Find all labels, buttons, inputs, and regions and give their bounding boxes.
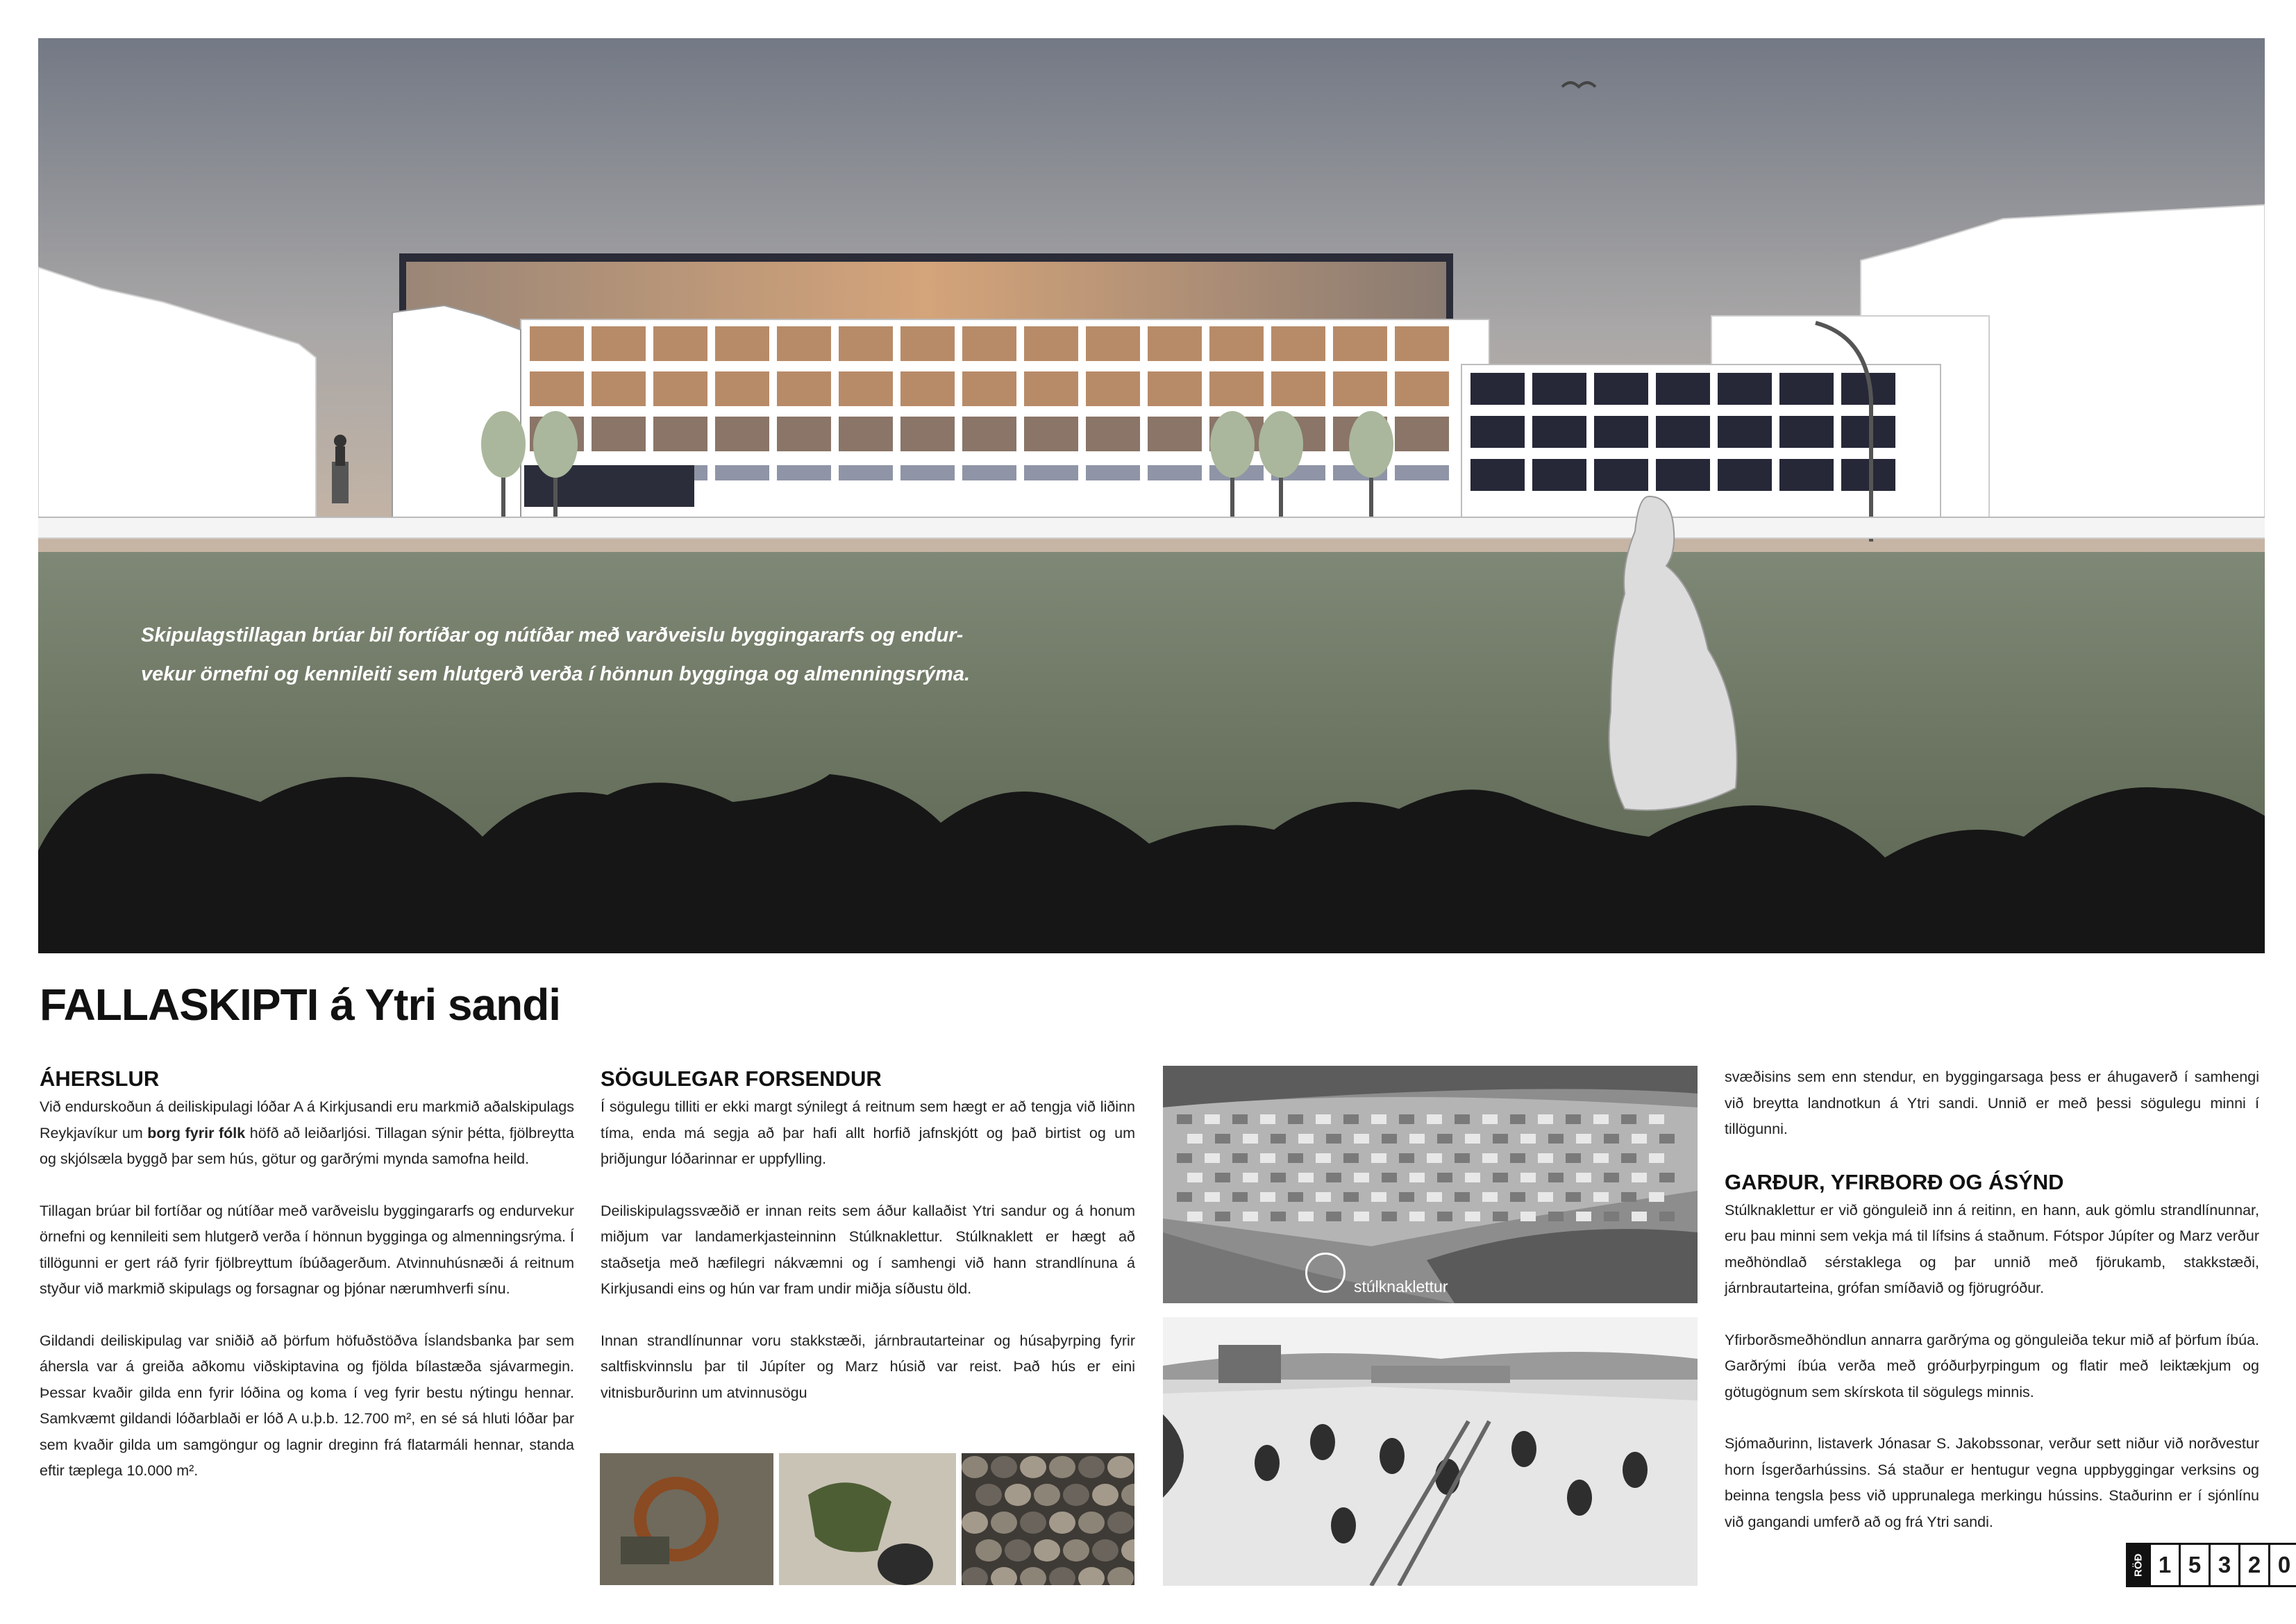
- house: [1243, 1212, 1258, 1221]
- paragraph-sogulegar-1: Í sögulegu tilliti er ekki margt sýnilegt á reitnum sem hægt er að tengja við liðinn tíma, enda má segja að þar hafi allt horfið jafnskjótt og það birtist og um þriðjungur lóðarinnar er uppfylling.: [601, 1098, 1135, 1167]
- paragraph-gardur-1: Stúlknaklettur er við gönguleið inn á reitinn, en hann, auk gömlu strandlínunnar, eru þau minni sem vekja má til lífsins á staðnum. Fótspor Júpíter og Marz verður meðhöndlað sérstaklega og þar unnið með fjörukamb, stakkstæði, járnbrautarteina, grófan smíðavið og fjörugróður.: [1725, 1201, 2259, 1296]
- house: [1465, 1212, 1480, 1221]
- cobble: [1063, 1484, 1089, 1506]
- window: [1271, 371, 1325, 406]
- registration-number-box: [2126, 1543, 2296, 1587]
- house: [1343, 1153, 1359, 1163]
- house: [1566, 1114, 1581, 1124]
- window: [1656, 416, 1710, 448]
- house: [1493, 1212, 1508, 1221]
- column-aherslur: [40, 1065, 574, 1484]
- window: [592, 326, 646, 361]
- window: [1395, 465, 1449, 480]
- house: [1205, 1114, 1220, 1124]
- house: [1382, 1212, 1397, 1221]
- house: [1382, 1173, 1397, 1182]
- historic-aerial-photo: [1163, 1066, 1698, 1303]
- house: [1288, 1192, 1303, 1202]
- house: [1548, 1212, 1564, 1221]
- house: [1604, 1134, 1619, 1144]
- window: [900, 465, 955, 480]
- right-wing-windows: [1470, 373, 1895, 491]
- paragraph-aherslur-3: Gildandi deiliskipulag var sniðið að þörfum höfuðstöðva Íslandsbanka þar sem áhersla var á greiða aðkomu viðskiptavina og fjölda bílastæða sjávarmegin. Þessar kvaðir gilda enn fyrir lóðina og koma í veg fyrir bestu nýtingu hennar. Samkvæmt gildandi lóðarblaði er lóð A u.þ.b. 12.700 m², en sé sá hluti lóðar þar sem kvaðir gilda um samgöngur og lagnir dreginn frá flatarmáli hennar, standa eftir tæplega 10.000 m².: [40, 1332, 574, 1479]
- window: [900, 371, 955, 406]
- worker: [1511, 1431, 1536, 1467]
- cobble: [962, 1456, 988, 1478]
- window: [653, 417, 707, 451]
- window: [1532, 416, 1586, 448]
- house: [1593, 1114, 1609, 1124]
- page-title: FALLASKIPTI á Ytri sandi: [40, 980, 561, 1030]
- house: [1326, 1212, 1341, 1221]
- house: [1538, 1153, 1553, 1163]
- house: [1177, 1153, 1192, 1163]
- hero-render: [38, 38, 2265, 953]
- house: [1354, 1134, 1369, 1144]
- house: [1427, 1114, 1442, 1124]
- window: [962, 465, 1016, 480]
- house: [1409, 1134, 1425, 1144]
- house: [1576, 1134, 1591, 1144]
- location-marker-icon: [1305, 1253, 1346, 1293]
- tree-crown: [533, 411, 578, 478]
- house: [1520, 1134, 1536, 1144]
- window: [962, 326, 1016, 361]
- house: [1621, 1153, 1636, 1163]
- house: [1649, 1153, 1664, 1163]
- window: [1148, 371, 1202, 406]
- cobble: [1063, 1539, 1089, 1562]
- cobble: [975, 1484, 1002, 1506]
- house: [1288, 1114, 1303, 1124]
- house: [1316, 1114, 1331, 1124]
- plaza: [38, 517, 2265, 538]
- window: [715, 417, 769, 451]
- window: [1395, 417, 1449, 451]
- house: [1288, 1153, 1303, 1163]
- house: [1205, 1192, 1220, 1202]
- house: [1548, 1173, 1564, 1182]
- window: [1532, 373, 1586, 405]
- house: [1215, 1212, 1230, 1221]
- worker: [1567, 1480, 1592, 1516]
- registration-digit: 2: [2238, 1545, 2268, 1585]
- house: [1232, 1114, 1248, 1124]
- window: [1594, 459, 1648, 491]
- window: [592, 417, 646, 451]
- window: [715, 465, 769, 480]
- house: [1510, 1192, 1525, 1202]
- column-sogulegar-forsendur: [601, 1065, 1135, 1406]
- paragraph-aherslur-2: Tillagan brúar bil fortíðar og nútíðar með varðveislu byggingararfs og endurvekur örnefni og kennileiti sem hlutgerð verða í hönnun bygginga og almenningsrýma. Í tillögunni er gert ráð fyrir fjölbreyttum íbúðagerðum. Atvinnuhúsnæði á reitnum styður við markmið skipulags og forsagnar og þjónar nærumhverfi sínu.: [40, 1202, 574, 1297]
- house: [1566, 1153, 1581, 1163]
- window: [592, 371, 646, 406]
- house: [1316, 1192, 1331, 1202]
- house: [1455, 1114, 1470, 1124]
- house: [1271, 1212, 1286, 1221]
- house: [1659, 1134, 1675, 1144]
- cobble: [991, 1512, 1017, 1534]
- house: [1326, 1173, 1341, 1182]
- statue-base: [332, 462, 349, 503]
- house: [1260, 1192, 1275, 1202]
- house: [1382, 1134, 1397, 1144]
- house: [1371, 1192, 1386, 1202]
- house: [1243, 1134, 1258, 1144]
- house: [1271, 1173, 1286, 1182]
- window: [1086, 371, 1140, 406]
- cobble: [1078, 1456, 1105, 1478]
- house: [1215, 1173, 1230, 1182]
- tagline-line-2: vekur örnefni og kennileiti sem hlutgerð verða í hönnun bygginga og almenningsrýma.: [141, 663, 971, 685]
- window: [962, 417, 1016, 451]
- heading-gardur-yfirbord-asynd: GARÐUR, YFIRBORÐ OG ÁSÝND: [1725, 1169, 2064, 1194]
- house: [1604, 1212, 1619, 1221]
- house: [1510, 1153, 1525, 1163]
- registration-digit: 1: [2149, 1545, 2179, 1585]
- cobble: [1034, 1484, 1060, 1506]
- house: [1632, 1134, 1647, 1144]
- house: [1632, 1173, 1647, 1182]
- tree-crown: [1210, 411, 1255, 478]
- house: [1399, 1192, 1414, 1202]
- house: [1298, 1212, 1314, 1221]
- house: [1593, 1153, 1609, 1163]
- cobble: [991, 1456, 1017, 1478]
- window: [777, 465, 831, 480]
- window: [653, 371, 707, 406]
- house: [1177, 1114, 1192, 1124]
- photo-caption: stúlknaklettur: [1354, 1278, 1448, 1296]
- hero-illustration: [38, 38, 2265, 953]
- aerial-photo-image: [1163, 1066, 1698, 1303]
- window: [1656, 373, 1710, 405]
- window: [777, 371, 831, 406]
- window: [1841, 416, 1895, 448]
- window: [777, 417, 831, 451]
- house: [1621, 1114, 1636, 1124]
- house: [1548, 1134, 1564, 1144]
- house: [1326, 1134, 1341, 1144]
- cobble: [1049, 1456, 1075, 1478]
- house: [1482, 1192, 1498, 1202]
- house: [1187, 1212, 1203, 1221]
- house: [1604, 1173, 1619, 1182]
- window: [1148, 417, 1202, 451]
- house: [1659, 1173, 1675, 1182]
- house: [1566, 1192, 1581, 1202]
- house: [1298, 1134, 1314, 1144]
- house: [1649, 1192, 1664, 1202]
- window: [900, 417, 955, 451]
- house: [1232, 1192, 1248, 1202]
- house: [1409, 1173, 1425, 1182]
- cobble: [1020, 1512, 1046, 1534]
- house: [1455, 1192, 1470, 1202]
- window: [839, 465, 893, 480]
- worker: [1380, 1438, 1405, 1474]
- heading-aherslur: ÁHERSLUR: [40, 1066, 160, 1091]
- window: [1718, 459, 1772, 491]
- house: [1482, 1153, 1498, 1163]
- house: [1437, 1134, 1452, 1144]
- window: [1024, 326, 1078, 361]
- tree-crown: [481, 411, 526, 478]
- house: [1232, 1153, 1248, 1163]
- house: [1437, 1173, 1452, 1182]
- worker: [1435, 1459, 1460, 1495]
- window: [1718, 416, 1772, 448]
- window: [839, 326, 893, 361]
- statue-figure: [334, 435, 346, 447]
- paragraph-gardur-2: Yfirborðsmeðhöndlun annarra garðrýma og gönguleiða tekur mið af þörfum íbúa. Garðrými íbúa verða með gróðurþyrpingum og flatir með leiktækjum og götugögnum sem skírskota til sögulegs minnis.: [1725, 1331, 2259, 1400]
- house: [1520, 1173, 1536, 1182]
- house: [1187, 1134, 1203, 1144]
- cobble: [1005, 1539, 1031, 1562]
- fish-drying-photo-image: [1163, 1317, 1698, 1586]
- window: [1594, 373, 1648, 405]
- window: [1024, 465, 1078, 480]
- window: [1086, 326, 1140, 361]
- cobble: [1092, 1484, 1118, 1506]
- house: [1177, 1192, 1192, 1202]
- house: [1465, 1134, 1480, 1144]
- window: [1594, 416, 1648, 448]
- house: [1371, 1153, 1386, 1163]
- window: [1779, 373, 1834, 405]
- detail-photos: [600, 1453, 1134, 1585]
- window: [1271, 326, 1325, 361]
- house: [1260, 1114, 1275, 1124]
- window: [1841, 459, 1895, 491]
- window: [1209, 326, 1264, 361]
- window: [839, 417, 893, 451]
- hero-tagline: [141, 616, 1078, 694]
- house: [1593, 1192, 1609, 1202]
- house: [1538, 1192, 1553, 1202]
- house: [1205, 1153, 1220, 1163]
- window: [530, 371, 584, 406]
- house: [1659, 1212, 1675, 1221]
- window: [1656, 459, 1710, 491]
- window: [1209, 371, 1264, 406]
- detail-photo-strip: [600, 1453, 1134, 1585]
- house: [1649, 1114, 1664, 1124]
- worker: [1331, 1507, 1356, 1543]
- tree-crown: [1259, 411, 1303, 478]
- bold-phrase: borg fyrir fólk: [147, 1124, 246, 1141]
- cobble: [962, 1512, 988, 1534]
- window: [900, 326, 955, 361]
- window: [1024, 371, 1078, 406]
- window: [715, 326, 769, 361]
- paragraph-gardur-3: Sjómaðurinn, listaverk Jónasar S. Jakobssonar, verður sett niður við norðvestur horn Ísgerðarhússins. Sá staður er hentugur vegna uppbyggingar verksins og beinna tengsla þess við upprunalega merkingu hússins. Staðurinn er í sjónlínu við gangandi umferð að og frá Ytri sandi.: [1725, 1435, 2259, 1530]
- house: [1271, 1134, 1286, 1144]
- window: [1470, 459, 1525, 491]
- photo-mooring-ring: [600, 1453, 773, 1585]
- house: [1427, 1153, 1442, 1163]
- house: [1493, 1173, 1508, 1182]
- house: [1399, 1153, 1414, 1163]
- house: [1520, 1212, 1536, 1221]
- window: [1333, 326, 1387, 361]
- text-span: höfð að leiðarljósi. Tillagan sýnir þétta, fjölbreytta og skjólsæla byggð þar sem hús, götur og garðrými mynda samofna heild.: [40, 1124, 574, 1167]
- window: [1333, 371, 1387, 406]
- historic-fish-drying-photo: [1163, 1317, 1698, 1586]
- window: [715, 371, 769, 406]
- house: [1399, 1114, 1414, 1124]
- window: [1532, 459, 1586, 491]
- house: [1371, 1114, 1386, 1124]
- cobble: [1020, 1456, 1046, 1478]
- house: [1437, 1212, 1452, 1221]
- cobble: [1034, 1539, 1060, 1562]
- worker: [1623, 1452, 1648, 1488]
- registration-digit: 3: [2209, 1545, 2238, 1585]
- window: [962, 371, 1016, 406]
- window: [839, 371, 893, 406]
- cobble: [1005, 1484, 1031, 1506]
- window: [1779, 459, 1834, 491]
- window: [1470, 416, 1525, 448]
- house: [1343, 1192, 1359, 1202]
- house: [1316, 1153, 1331, 1163]
- house: [1354, 1173, 1369, 1182]
- house: [1510, 1114, 1525, 1124]
- house: [1465, 1173, 1480, 1182]
- window: [1086, 417, 1140, 451]
- house: [1621, 1192, 1636, 1202]
- house: [1343, 1114, 1359, 1124]
- cobble: [1092, 1539, 1118, 1562]
- window: [1395, 326, 1449, 361]
- paragraph-aherslur-1: [40, 1094, 574, 1173]
- heading-sogulegar-forsendur: SÖGULEGAR FORSENDUR: [601, 1066, 882, 1091]
- paragraph-sogulegar-2: Deiliskipulagssvæðið er innan reits sem áður kallaðist Ytri sandur og á honum miðjum var landamerkjasteinninn Stúlknaklettur. Stúlknaklett er hægt að staðsetja með hæfilegri nákvæmni og í samhengi við hann strandlínuna á Kirkjusandi eins og hún var fram undir miðja síðustu öld.: [601, 1202, 1135, 1297]
- registration-digit: 0: [2268, 1545, 2296, 1585]
- house: [1215, 1134, 1230, 1144]
- window: [1779, 416, 1834, 448]
- window: [1148, 465, 1202, 480]
- registration-digit: 5: [2179, 1545, 2209, 1585]
- window: [1086, 465, 1140, 480]
- window: [777, 326, 831, 361]
- cobble: [1107, 1456, 1134, 1478]
- house: [1455, 1153, 1470, 1163]
- house: [1187, 1173, 1203, 1182]
- cobble: [1049, 1512, 1075, 1534]
- house: [1243, 1173, 1258, 1182]
- tree-crown: [1349, 411, 1393, 478]
- house: [1260, 1153, 1275, 1163]
- cobble: [975, 1539, 1002, 1562]
- paragraph-sogulegar-3: Innan strandlínunnar voru stakkstæði, járnbrautarteinar og húsaþyrping fyrir saltfiskvinnslu þar til Júpíter og Marz húsið var reist. Það hús er eini vitnisburðurinn um atvinnusögu: [601, 1332, 1135, 1401]
- house: [1354, 1212, 1369, 1221]
- house: [1576, 1173, 1591, 1182]
- cobble: [1078, 1512, 1105, 1534]
- window: [653, 326, 707, 361]
- house: [1493, 1134, 1508, 1144]
- house: [1632, 1212, 1647, 1221]
- house: [1576, 1212, 1591, 1221]
- window: [1024, 417, 1078, 451]
- house: [1298, 1173, 1314, 1182]
- registration-label: RÖÐ: [2128, 1545, 2149, 1585]
- window: [530, 326, 584, 361]
- window: [1148, 326, 1202, 361]
- house: [1427, 1192, 1442, 1202]
- cobble: [1107, 1512, 1134, 1534]
- house: [1409, 1212, 1425, 1221]
- window: [1470, 373, 1525, 405]
- worker: [1310, 1424, 1335, 1460]
- house: [1482, 1114, 1498, 1124]
- column-gardur: [1725, 1064, 2259, 1535]
- window: [1395, 371, 1449, 406]
- window: [1718, 373, 1772, 405]
- tagline-line-1: Skipulagstillagan brúar bil fortíðar og nútíðar með varðveislu byggingararfs og endur-: [141, 624, 964, 646]
- text-span: Við endurskoðun á deiliskipulagi lóðar A á Kirkjusandi eru markmið aðalskipulags Reykjavíkur um: [40, 1098, 574, 1141]
- house: [1538, 1114, 1553, 1124]
- worker: [1255, 1445, 1280, 1481]
- paragraph-continued: svæðisins sem enn stendur, en byggingarsaga þess er áhugaverð í samhengi við breytta landnotkun á Ytri sandi. Unnið er með þessi sögulegu minni í tillögunni.: [1725, 1069, 2259, 1137]
